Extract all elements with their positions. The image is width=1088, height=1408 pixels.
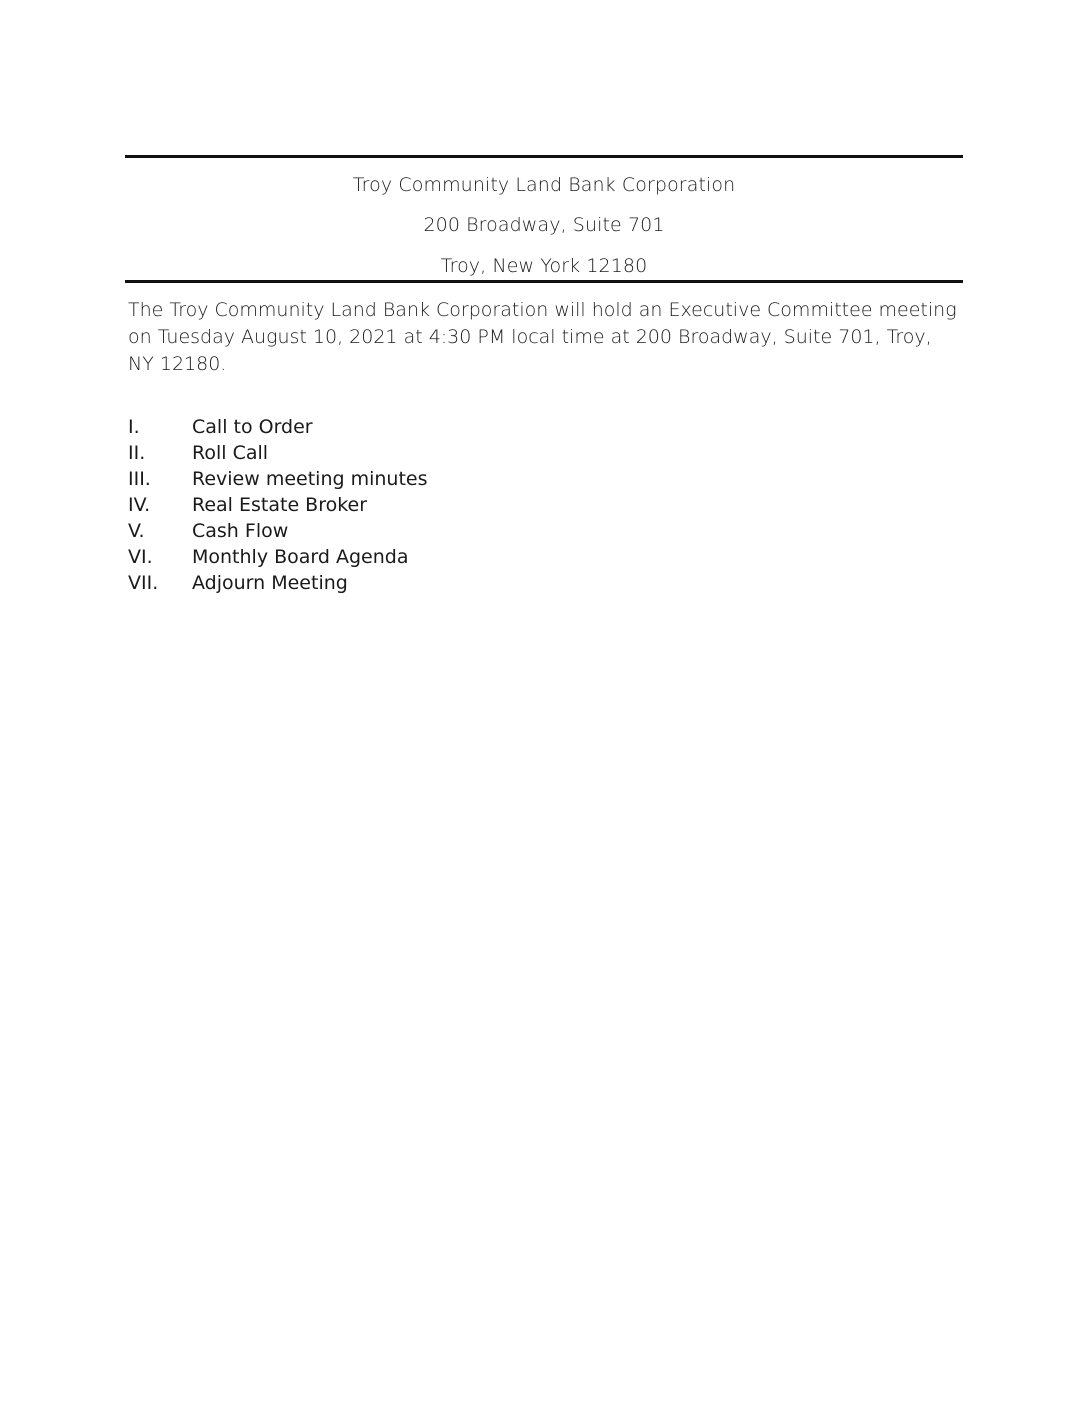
agenda-item-number: IV. <box>128 494 151 516</box>
agenda-item-number: VI. <box>128 546 153 568</box>
agenda-item <box>128 414 728 440</box>
agenda-item-label: Call to Order <box>192 416 313 438</box>
header-bottom-rule <box>125 280 963 283</box>
agenda-item-label: Monthly Board Agenda <box>192 546 409 568</box>
organization-address: 200 Broadway, Suite 701 <box>423 214 665 236</box>
header-top-rule <box>125 155 963 158</box>
organization-name: Troy Community Land Bank Corporation <box>352 174 736 196</box>
agenda-item-label: Cash Flow <box>192 520 289 542</box>
meeting-notice: The Troy Community Land Bank Corporation will hold an Executive Committee meeting on Tuesday August 10, 2021 at 4:30 PM local time at 200 Broadway, Suite 701, Troy, NY 12180. <box>128 299 957 375</box>
agenda-item <box>128 466 728 492</box>
agenda-item <box>128 440 728 466</box>
agenda-item-number: VII. <box>128 572 159 594</box>
agenda-item-number: II. <box>128 442 146 464</box>
agenda-item <box>128 518 728 544</box>
agenda-item-label: Real Estate Broker <box>192 494 368 516</box>
agenda-item <box>128 492 728 518</box>
agenda-list <box>128 414 728 596</box>
organization-city: Troy, New York 12180 <box>440 255 648 277</box>
agenda-item-number: I. <box>128 416 140 438</box>
agenda-item <box>128 544 728 570</box>
agenda-item-label: Review meeting minutes <box>192 468 428 490</box>
agenda-item-number: V. <box>128 520 145 542</box>
agenda-item-label: Roll Call <box>192 442 269 464</box>
agenda-item <box>128 570 728 596</box>
agenda-item-label: Adjourn Meeting <box>192 572 348 594</box>
agenda-item-number: III. <box>128 468 151 490</box>
